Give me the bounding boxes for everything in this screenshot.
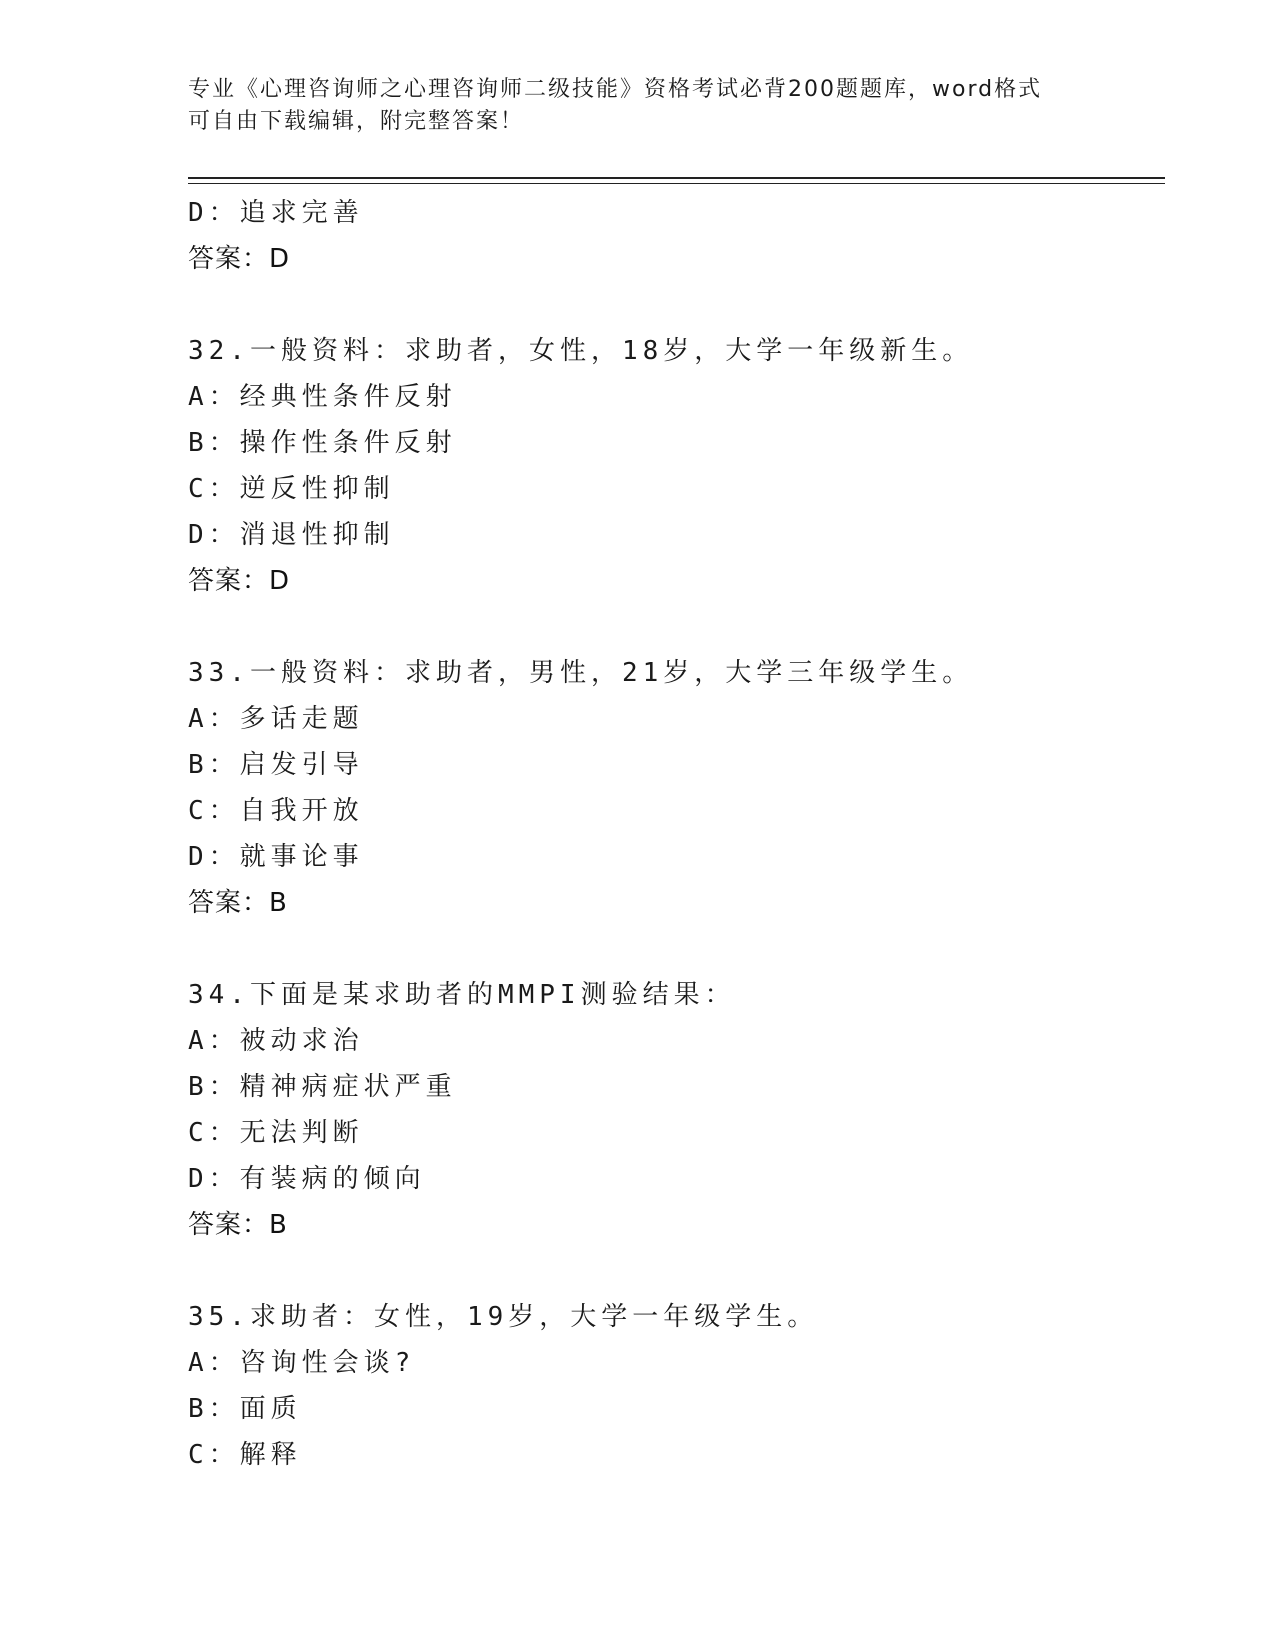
option-c: C：自我开放 [188, 796, 364, 826]
option-d: D：就事论事 [188, 842, 364, 872]
header-title-line-2: 可自由下载编辑，附完整答案！ [188, 109, 525, 134]
question-spacer [188, 926, 1168, 972]
question-stem: 35.求助者：女性，19岁，大学一年级学生。 [188, 1302, 819, 1332]
question-31-tail [188, 190, 1168, 282]
document-header [188, 74, 1088, 138]
question-list [188, 190, 1168, 1478]
option-d: D：有装病的倾向 [188, 1164, 426, 1194]
option-b: B：面质 [188, 1394, 302, 1424]
option-c: C：解释 [188, 1440, 302, 1470]
option-a: A：咨询性会谈? [188, 1348, 416, 1378]
header-divider-thin [188, 183, 1165, 184]
option-c: C：逆反性抑制 [188, 474, 395, 504]
option-a: A：被动求治 [188, 1026, 364, 1056]
option-a: A：经典性条件反射 [188, 382, 457, 412]
option-d: D：消退性抑制 [188, 520, 395, 550]
answer-line: 答案：D [188, 566, 291, 596]
header-title-line-1: 专业《心理咨询师之心理咨询师二级技能》资格考试必背200题题库，word格式 [188, 77, 1043, 102]
header-divider-thick [188, 177, 1165, 179]
answer-line: 答案：B [188, 888, 288, 918]
question-spacer [188, 1248, 1168, 1294]
answer-line: 答案：B [188, 1210, 288, 1240]
option-a: A：多话走题 [188, 704, 364, 734]
question-33 [188, 650, 1168, 926]
option-b: B：操作性条件反射 [188, 428, 457, 458]
answer-line: 答案：D [188, 244, 291, 274]
question-32 [188, 328, 1168, 604]
question-spacer [188, 604, 1168, 650]
option-b: B：精神病症状严重 [188, 1072, 457, 1102]
question-stem: 32.一般资料：求助者，女性，18岁，大学一年级新生。 [188, 336, 974, 366]
option-c: C：无法判断 [188, 1118, 364, 1148]
option-d: D：追求完善 [188, 198, 364, 228]
question-stem: 34.下面是某求助者的MMPI测验结果： [188, 980, 736, 1010]
question-35 [188, 1294, 1168, 1478]
option-b: B：启发引导 [188, 750, 364, 780]
question-stem: 33.一般资料：求助者，男性，21岁，大学三年级学生。 [188, 658, 974, 688]
question-spacer [188, 282, 1168, 328]
question-34 [188, 972, 1168, 1248]
